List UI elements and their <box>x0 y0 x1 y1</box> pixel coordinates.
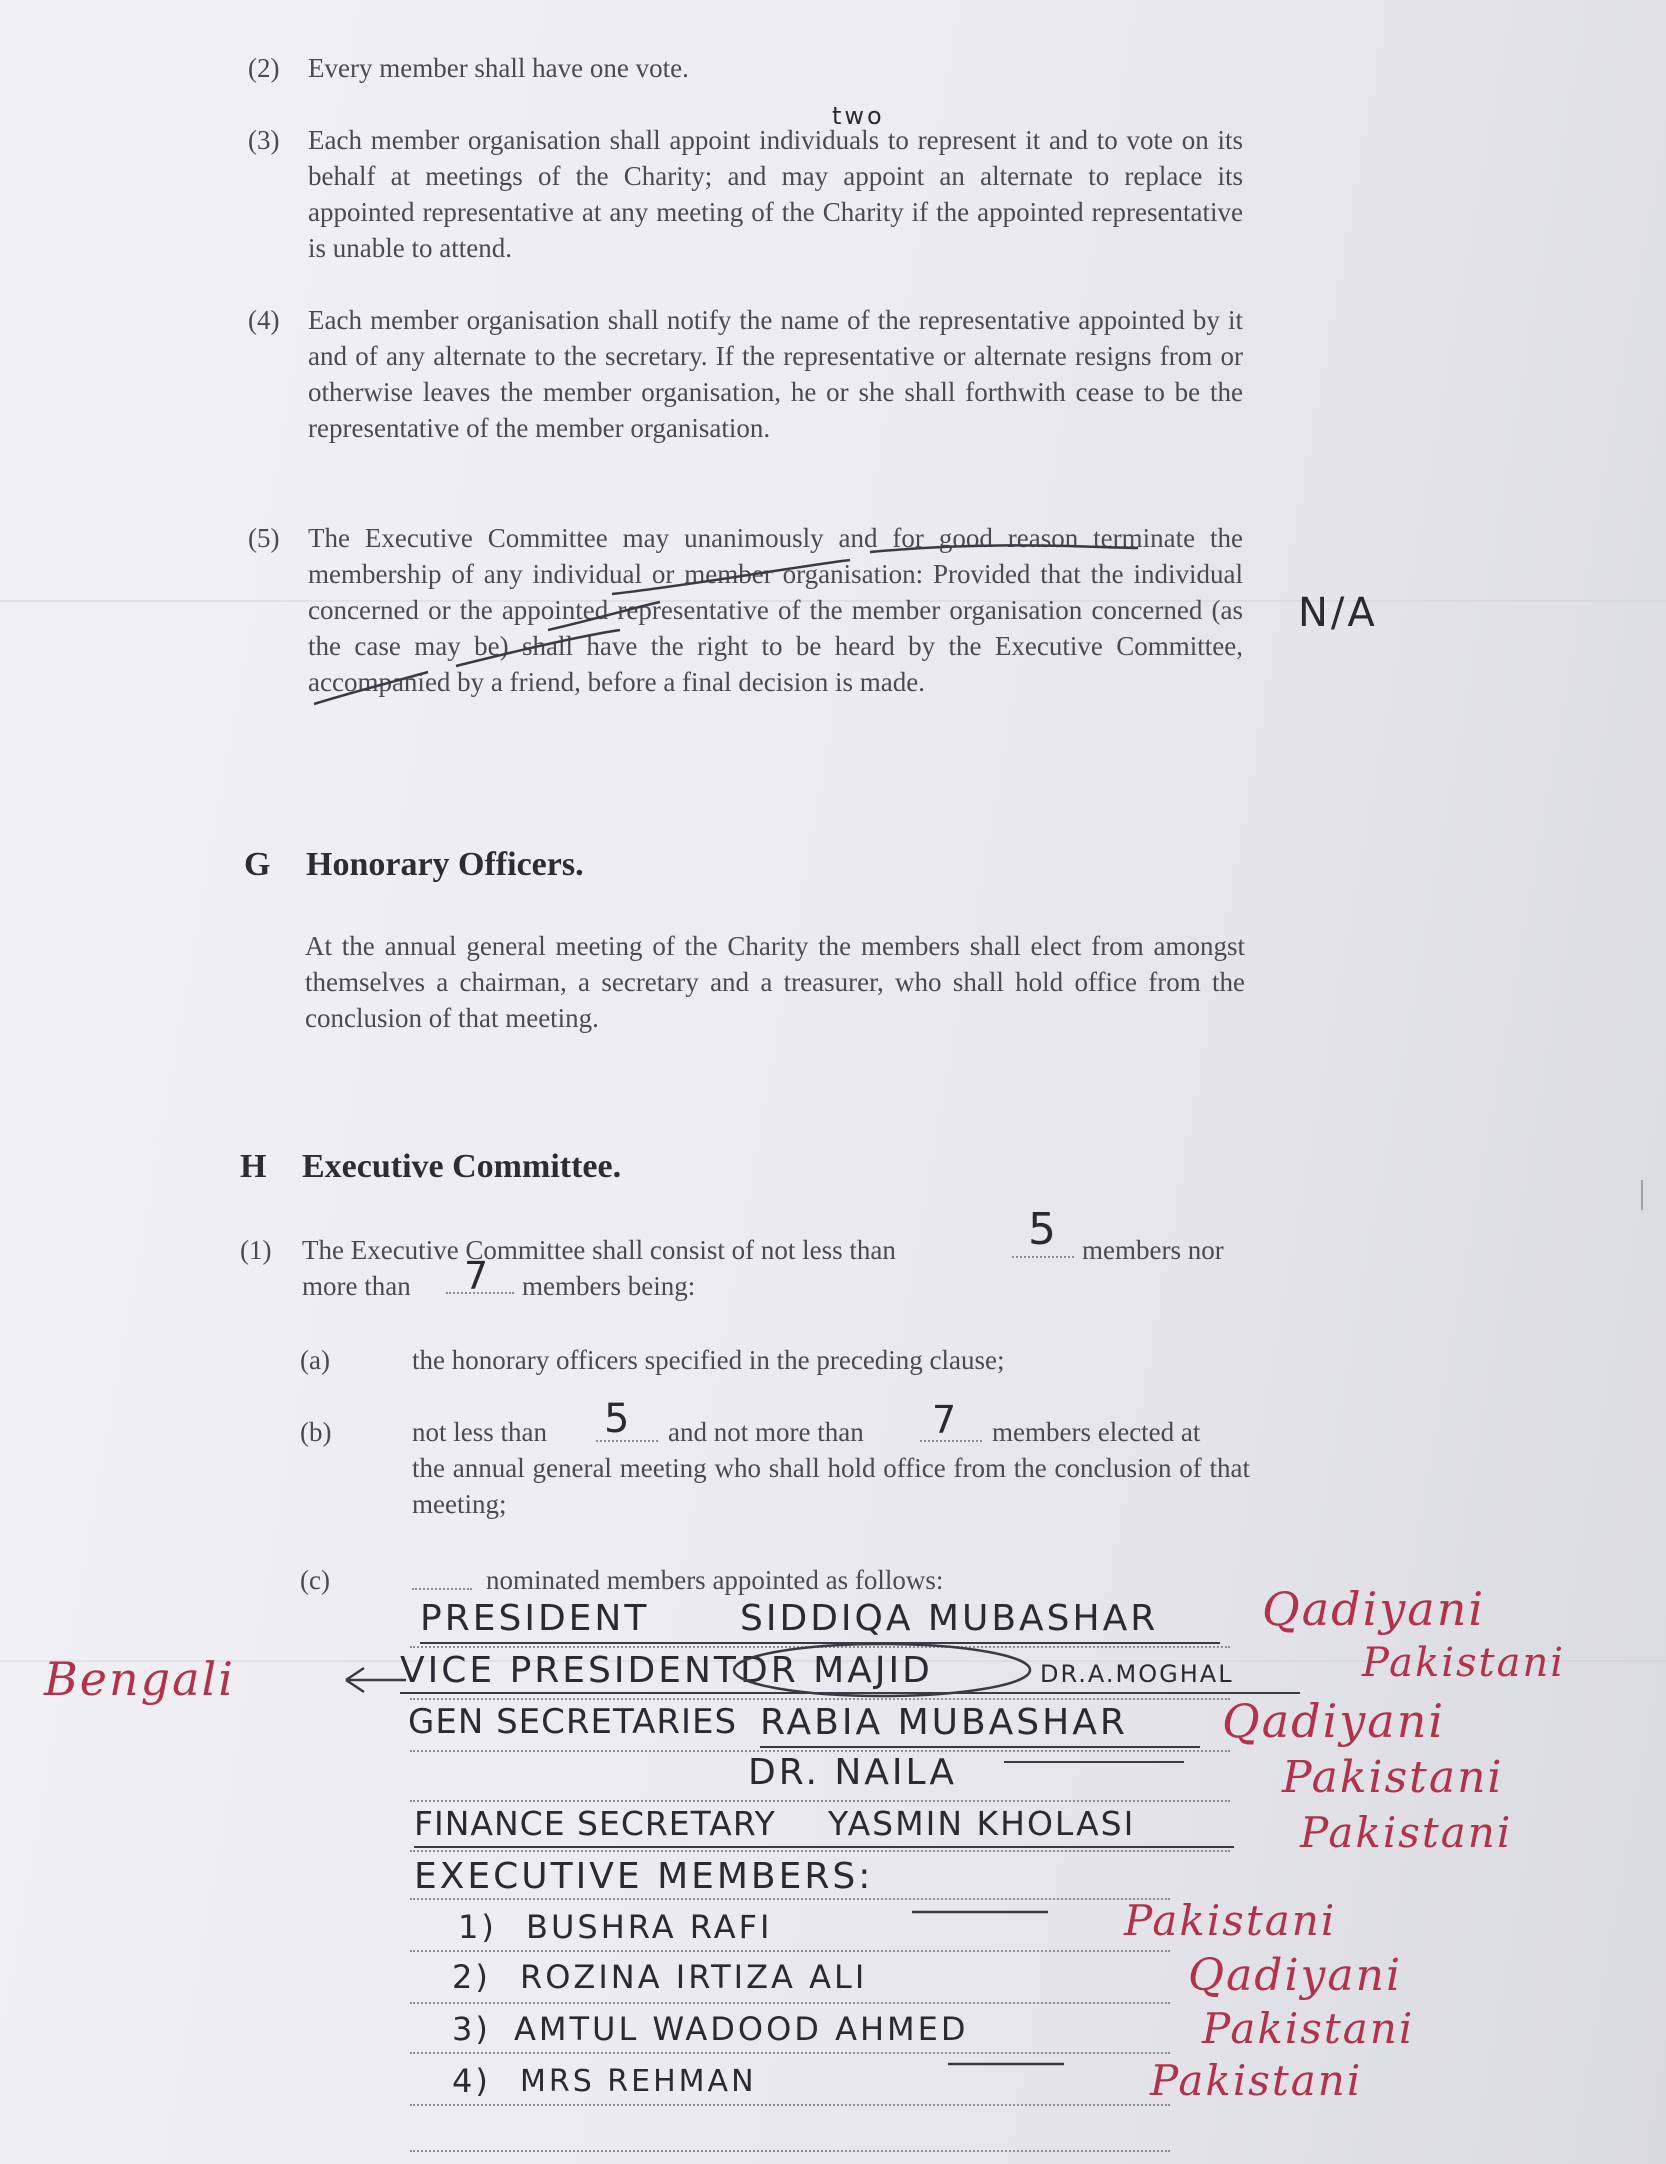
hw-note-gen-secretaries: Qadiyani <box>1222 1694 1446 1748</box>
hw-member-2-number: 2) <box>452 1958 491 1996</box>
h1-number: (1) <box>240 1235 272 1265</box>
section-g-text: At the annual general meeting of the Charity the members shall elect from amongst themselves a chairman, a secretary and a treasurer, who shall hold office from the conclusion of that meeting. <box>305 931 1245 1033</box>
strike-member-organisation <box>612 560 850 594</box>
h1-part2: members nor <box>1082 1235 1224 1265</box>
section-g-letter: G <box>244 846 271 883</box>
hw-member-4-name: MRS REHMAN <box>520 2064 757 2099</box>
h1-max-value: 7 <box>464 1254 489 1298</box>
clause-3-number: (3) <box>248 125 280 155</box>
hw-role-finance-secretary: FINANCE SECRETARY <box>414 1804 776 1843</box>
hw-member-3-number: 3) <box>452 2010 491 2048</box>
hw-name-gen-secretaries: RABIA MUBASHAR <box>760 1702 1128 1743</box>
section-h-title: Executive Committee. <box>302 1148 622 1185</box>
h-c-label: (c) <box>300 1565 330 1595</box>
hw-member-3-name: AMTUL WADOOD AHMED <box>514 2010 969 2048</box>
clause-4-text: Each member organisation shall notify the name of the representative appointed by it and of any alternate to the secretary. If the representative or alternate resigns from or otherwise leaves the member organisation, he or she shall forthwith cease to be the representative of the member organisation. <box>308 305 1243 443</box>
hw-role-vice-president: VICE PRESIDENT <box>400 1650 739 1691</box>
hw-note-president: Qadiyani <box>1262 1582 1486 1636</box>
hw-extra-vice-president: DR.A.MOGHAL <box>1040 1660 1234 1688</box>
clause-5-text: The Executive Committee may unanimously and for good reason terminate the membership of any individual or member organisation: Provided that the individual concerned or the appointed representative of the member organisation concerned (as the case may be) shall have the right to be heard by the Executive Committee, accompanied by a friend, before a final decision is made. <box>308 523 1243 697</box>
hw-member-1-name: BUSHRA RAFI <box>526 1908 773 1946</box>
h1-min-value: 5 <box>1028 1204 1056 1255</box>
clause-4-number: (4) <box>248 305 280 335</box>
h-b-min-value: 5 <box>604 1396 630 1442</box>
hw-note-finance-secretary: Pakistani <box>1300 1808 1513 1857</box>
clause-5-number: (5) <box>248 523 280 553</box>
h-b-rest: the annual general meeting who shall hold office from the conclusion of that meeting; <box>412 1453 1250 1519</box>
h-a-text: the honorary officers specified in the preceding clause; <box>412 1345 1005 1375</box>
h1-part3: more than <box>302 1271 411 1301</box>
hw-note-member-1: Pakistani <box>1124 1896 1337 1945</box>
handwritten-two: two <box>832 102 885 130</box>
hw-note-bengali: Bengali <box>44 1652 235 1706</box>
h-b-max-value: 7 <box>932 1398 957 1442</box>
hw-member-2-name: ROZINA IRTIZA ALI <box>520 1958 868 1996</box>
handwritten-na: N/A <box>1298 590 1378 636</box>
hw-member-4-number: 4) <box>452 2062 491 2100</box>
h-b-label: (b) <box>300 1417 332 1447</box>
circle-dr-majid <box>734 1644 1030 1696</box>
section-h-letter: H <box>240 1148 267 1185</box>
hw-note-vice-president: Pakistani <box>1362 1640 1565 1686</box>
hw-note-member-4: Pakistani <box>1150 2056 1363 2105</box>
hw-note-member-3: Pakistani <box>1202 2004 1415 2053</box>
h-b-part1: not less than <box>412 1417 547 1447</box>
strike-heard-by <box>314 672 428 704</box>
hw-name-finance-secretary: YASMIN KHOLASI <box>828 1804 1136 1843</box>
h-b-part3: members elected at <box>992 1417 1201 1447</box>
h1-part4: members being: <box>522 1271 696 1301</box>
hw-name-dr-naila: DR. NAILA <box>748 1752 958 1793</box>
underline-good-reason <box>870 545 1138 552</box>
h-b-part2: and not more than <box>668 1417 864 1447</box>
hw-member-1-number: 1) <box>458 1908 497 1946</box>
clause-2-text: Every member shall have one vote. <box>308 53 689 83</box>
hw-name-president: SIDDIQA MUBASHAR <box>740 1598 1159 1639</box>
hw-note-member-2: Qadiyani <box>1188 1950 1403 2001</box>
strike-concerned <box>548 602 660 630</box>
section-g-title: Honorary Officers. <box>306 846 584 883</box>
hw-executive-members: EXECUTIVE MEMBERS: <box>414 1856 874 1897</box>
hw-role-gen-secretaries: GEN SECRETARIES <box>408 1702 738 1742</box>
h-a-label: (a) <box>300 1345 330 1375</box>
h1-part1: The Executive Committee shall consist of not less than <box>302 1235 896 1265</box>
strike-concerned-2 <box>456 630 620 666</box>
arrow-bengali <box>346 1668 406 1692</box>
hw-note-dr-naila: Pakistani <box>1282 1752 1504 1803</box>
hw-role-president: PRESIDENT <box>420 1598 650 1639</box>
clause-2-number: (2) <box>248 53 280 83</box>
clause-3-text: Each member organisation shall appoint individuals to represent it and to vote on its behalf at meetings of the Charity; and may appoint an alternate to replace its appointed representative at any meeting of the Charity if the appointed representative is unable to attend. <box>308 125 1243 263</box>
h-c-text: nominated members appointed as follows: <box>486 1565 944 1595</box>
hw-name-vice-president: DR MAJID <box>740 1650 933 1691</box>
